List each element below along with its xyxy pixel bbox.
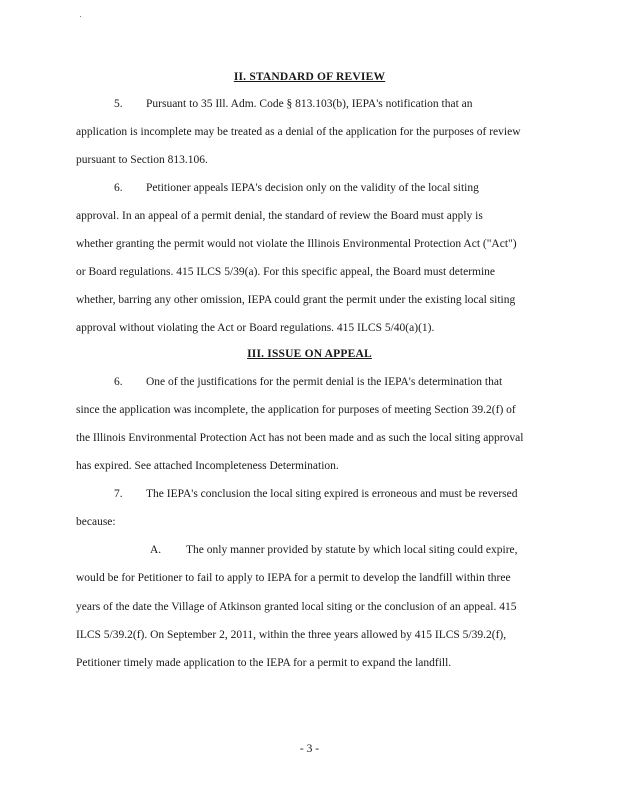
subparagraph-label: A. (150, 544, 162, 556)
paragraph-number: 6. (114, 376, 123, 388)
paragraph-number: 7. (114, 488, 123, 500)
section-heading-standard-of-review: II. STANDARD OF REVIEW (233, 71, 386, 83)
paragraph-line: or Board regulations. 415 ILCS 5/39(a). For this specific appeal, the Board must determine (76, 266, 496, 278)
paragraph-line: approval without violating the Act or Board regulations. 415 ILCS 5/40(a)(1). (76, 322, 435, 334)
paragraph-line: whether, barring any other omission, IEPA could grant the permit under the existing local siting (76, 294, 516, 306)
paragraph-line: the Illinois Environmental Protection Act has not been made and as such the local siting approval (76, 432, 524, 444)
paragraph-line: approval. In an appeal of a permit denial, the standard of review the Board must apply is (76, 210, 483, 222)
paragraph-line: since the application was incomplete, the application for purposes of meeting Section 39.2(f) of (76, 404, 516, 416)
paragraph-number: 5. (114, 98, 123, 110)
page-number: - 3 - (299, 743, 320, 755)
paragraph-line: whether granting the permit would not violate the Illinois Environmental Protection Act ("Act") (76, 238, 517, 250)
paragraph-line: because: (76, 516, 116, 528)
paragraph-text: One of the justifications for the permit denial is the IEPA's determination that (146, 376, 503, 388)
paragraph-text: The only manner provided by statute by which local siting could expire, (186, 544, 518, 556)
paragraph-line: ILCS 5/39.2(f). On September 2, 2011, within the three years allowed by 415 ILCS 5/39.2(f), (76, 629, 507, 641)
paragraph-line: has expired. See attached Incompleteness Determination. (76, 460, 339, 472)
paragraph-line: years of the date the Village of Atkinson granted local siting or the conclusion of an appeal. 415 (76, 601, 517, 613)
paragraph-line: Petitioner timely made application to the IEPA for a permit to expand the landfill. (76, 657, 452, 669)
paragraph-line: application is incomplete may be treated as a denial of the application for the purposes of review (76, 126, 521, 138)
paragraph-line: would be for Petitioner to fail to apply to IEPA for a permit to develop the landfill within three (76, 572, 511, 584)
paragraph-number: 6. (114, 182, 123, 194)
paragraph-6b-first-line (114, 375, 502, 389)
paragraph-6-first-line (114, 181, 479, 195)
paragraph-text: The IEPA's conclusion the local siting expired is erroneous and must be reversed (146, 488, 518, 500)
section-heading-issue-on-appeal: III. ISSUE ON APPEAL (247, 348, 372, 360)
paragraph-text: Petitioner appeals IEPA's decision only on the validity of the local siting (146, 182, 479, 194)
paragraph-7-first-line (114, 487, 517, 501)
paragraph-text: Pursuant to 35 Ill. Adm. Code § 813.103(b), IEPA's notification that an (146, 98, 473, 110)
paragraph-line: pursuant to Section 813.106. (76, 154, 208, 166)
subparagraph-a-first-line (150, 543, 518, 557)
paragraph-5-first-line (114, 97, 473, 111)
scan-speck (80, 16, 81, 17)
